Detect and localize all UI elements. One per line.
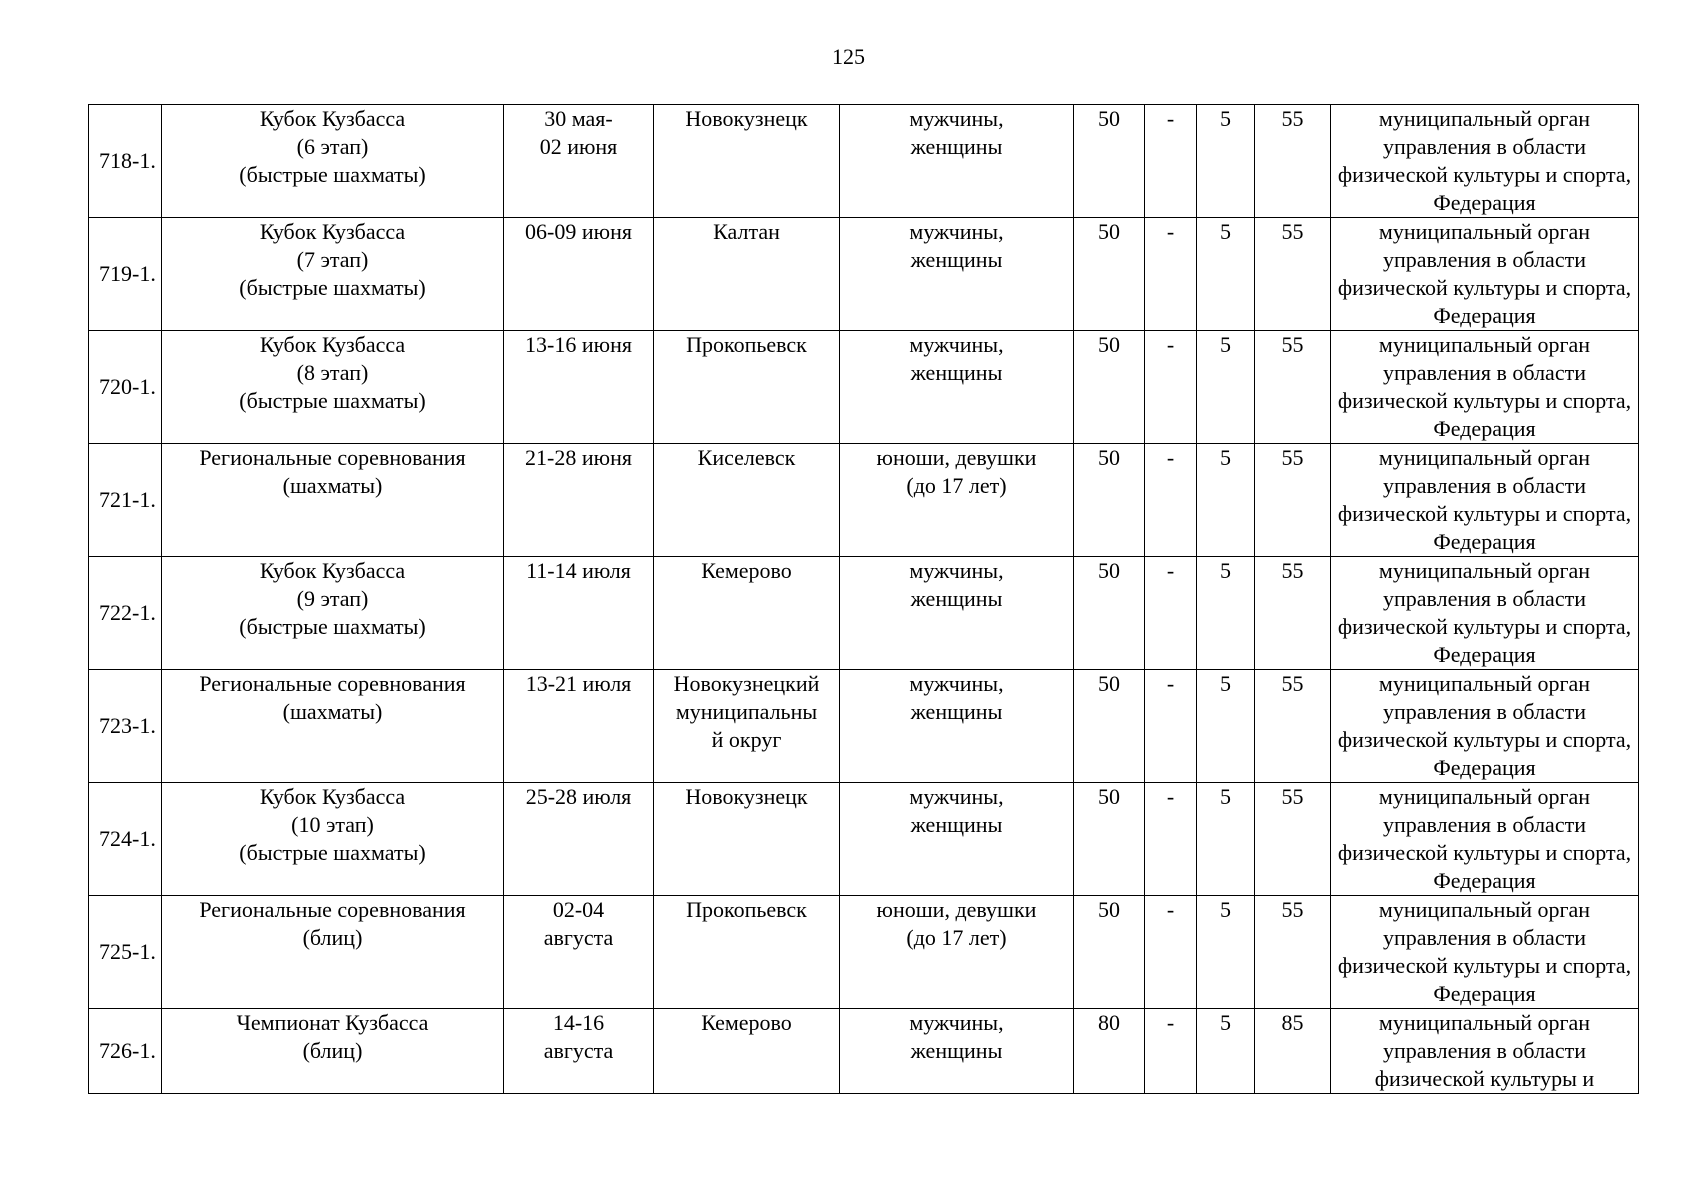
event-dates: 06-09 июня: [504, 218, 654, 331]
event-participants: мужчины, женщины: [840, 331, 1074, 444]
count-column-3: 5: [1197, 670, 1255, 783]
row-number: 721-1.: [89, 444, 162, 557]
count-column-1: 50: [1074, 783, 1145, 896]
count-column-1: 50: [1074, 444, 1145, 557]
event-organizer: муниципальный орган управления в области физической культуры и: [1331, 1009, 1639, 1094]
table-row: [89, 896, 1639, 1009]
event-place: Калтан: [654, 218, 840, 331]
event-organizer: муниципальный орган управления в области физической культуры и спорта, Федерация: [1331, 557, 1639, 670]
event-participants: мужчины, женщины: [840, 783, 1074, 896]
count-total: 55: [1255, 557, 1331, 670]
count-total: 55: [1255, 670, 1331, 783]
event-place: Новокузнецк: [654, 105, 840, 218]
event-dates: 02-04 августа: [504, 896, 654, 1009]
event-dates: 11-14 июля: [504, 557, 654, 670]
table-row: [89, 557, 1639, 670]
row-number: 725-1.: [89, 896, 162, 1009]
event-name: Кубок Кузбасса (9 этап) (быстрые шахматы): [162, 557, 504, 670]
event-organizer: муниципальный орган управления в области физической культуры и спорта, Федерация: [1331, 783, 1639, 896]
table-row: [89, 783, 1639, 896]
event-place: Новокузнецк: [654, 783, 840, 896]
count-column-2: -: [1145, 444, 1197, 557]
table-body: [89, 105, 1639, 1094]
count-column-2: -: [1145, 218, 1197, 331]
count-column-1: 50: [1074, 896, 1145, 1009]
event-dates: 21-28 июня: [504, 444, 654, 557]
count-column-1: 50: [1074, 331, 1145, 444]
count-column-3: 5: [1197, 896, 1255, 1009]
count-column-2: -: [1145, 783, 1197, 896]
event-participants: юноши, девушки (до 17 лет): [840, 896, 1074, 1009]
row-number: 723-1.: [89, 670, 162, 783]
table-row: [89, 331, 1639, 444]
count-total: 55: [1255, 444, 1331, 557]
count-column-2: -: [1145, 896, 1197, 1009]
count-total: 55: [1255, 331, 1331, 444]
event-organizer: муниципальный орган управления в области физической культуры и спорта, Федерация: [1331, 331, 1639, 444]
count-column-3: 5: [1197, 783, 1255, 896]
event-participants: мужчины, женщины: [840, 670, 1074, 783]
count-column-3: 5: [1197, 1009, 1255, 1094]
event-organizer: муниципальный орган управления в области физической культуры и спорта, Федерация: [1331, 670, 1639, 783]
event-dates: 14-16 августа: [504, 1009, 654, 1094]
event-participants: мужчины, женщины: [840, 1009, 1074, 1094]
row-number: 724-1.: [89, 783, 162, 896]
event-name: Региональные соревнования (шахматы): [162, 444, 504, 557]
count-column-3: 5: [1197, 105, 1255, 218]
row-number: 718-1.: [89, 105, 162, 218]
event-name: Кубок Кузбасса (7 этап) (быстрые шахматы): [162, 218, 504, 331]
count-column-2: -: [1145, 331, 1197, 444]
event-dates: 13-16 июня: [504, 331, 654, 444]
event-organizer: муниципальный орган управления в области физической культуры и спорта, Федерация: [1331, 444, 1639, 557]
event-place: Кемерово: [654, 557, 840, 670]
event-organizer: муниципальный орган управления в области физической культуры и спорта, Федерация: [1331, 218, 1639, 331]
count-column-1: 50: [1074, 670, 1145, 783]
event-dates: 25-28 июля: [504, 783, 654, 896]
event-name: Кубок Кузбасса (8 этап) (быстрые шахматы): [162, 331, 504, 444]
row-number: 726-1.: [89, 1009, 162, 1094]
events-table: [88, 104, 1639, 1094]
event-participants: мужчины, женщины: [840, 557, 1074, 670]
row-number: 719-1.: [89, 218, 162, 331]
count-column-1: 50: [1074, 557, 1145, 670]
event-dates: 13-21 июля: [504, 670, 654, 783]
event-place: Новокузнецкий муниципальны й округ: [654, 670, 840, 783]
count-column-1: 50: [1074, 218, 1145, 331]
table-row: [89, 444, 1639, 557]
row-number: 722-1.: [89, 557, 162, 670]
count-total: 55: [1255, 218, 1331, 331]
event-name: Кубок Кузбасса (10 этап) (быстрые шахматы): [162, 783, 504, 896]
event-name: Кубок Кузбасса (6 этап) (быстрые шахматы): [162, 105, 504, 218]
count-column-3: 5: [1197, 218, 1255, 331]
count-column-2: -: [1145, 1009, 1197, 1094]
event-name: Региональные соревнования (шахматы): [162, 670, 504, 783]
count-total: 55: [1255, 896, 1331, 1009]
event-organizer: муниципальный орган управления в области физической культуры и спорта, Федерация: [1331, 896, 1639, 1009]
count-total: 55: [1255, 105, 1331, 218]
event-participants: юноши, девушки (до 17 лет): [840, 444, 1074, 557]
count-column-2: -: [1145, 105, 1197, 218]
count-column-3: 5: [1197, 331, 1255, 444]
count-column-3: 5: [1197, 444, 1255, 557]
count-column-1: 80: [1074, 1009, 1145, 1094]
event-participants: мужчины, женщины: [840, 105, 1074, 218]
row-number: 720-1.: [89, 331, 162, 444]
event-dates: 30 мая- 02 июня: [504, 105, 654, 218]
event-name: Чемпионат Кузбасса (блиц): [162, 1009, 504, 1094]
count-column-1: 50: [1074, 105, 1145, 218]
event-participants: мужчины, женщины: [840, 218, 1074, 331]
count-column-2: -: [1145, 670, 1197, 783]
table-row: [89, 105, 1639, 218]
event-name: Региональные соревнования (блиц): [162, 896, 504, 1009]
event-place: Кемерово: [654, 1009, 840, 1094]
count-total: 85: [1255, 1009, 1331, 1094]
event-organizer: муниципальный орган управления в области физической культуры и спорта, Федерация: [1331, 105, 1639, 218]
table-row: [89, 670, 1639, 783]
event-place: Прокопьевск: [654, 896, 840, 1009]
event-place: Прокопьевск: [654, 331, 840, 444]
table-row: [89, 1009, 1639, 1094]
count-total: 55: [1255, 783, 1331, 896]
count-column-2: -: [1145, 557, 1197, 670]
event-place: Киселевск: [654, 444, 840, 557]
page-number: 125: [832, 44, 865, 69]
table-row: [89, 218, 1639, 331]
count-column-3: 5: [1197, 557, 1255, 670]
